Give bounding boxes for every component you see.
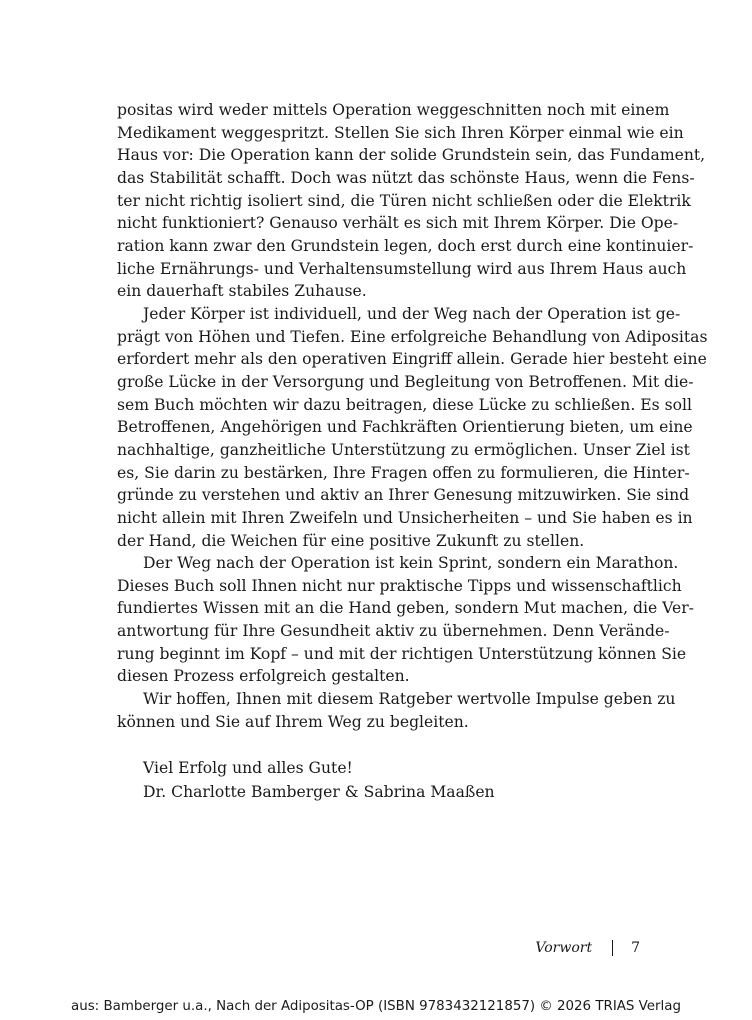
text-line: diesen Prozess erfolgreich gestalten. — [117, 667, 410, 686]
text-line: es, Sie darin zu bestärken, Ihre Fragen offen zu formulieren, die Hinter- — [117, 463, 690, 482]
source-citation: aus: Bamberger u.a., Nach der Adipositas-OP (ISBN 9783432121857) © 2026 TRIAS Verlag — [71, 999, 681, 1014]
text-line: Jeder Körper ist individuell, und der Weg nach der Operation ist ge- — [143, 305, 681, 323]
text-line: nicht allein mit Ihren Zweifeln und Unsicherheiten – und Sie haben es in — [117, 508, 693, 527]
text-line: fundiertes Wissen mit an die Hand geben, sondern Mut machen, die Ver- — [117, 599, 694, 618]
page-number: 7 — [631, 940, 640, 956]
footer-divider — [612, 940, 613, 956]
text-line: ein dauerhaft stabiles Zuhause. — [117, 282, 367, 301]
text-line: Dieses Buch soll Ihnen nicht nur praktische Tipps und wissenschaftlich — [117, 576, 682, 595]
text-line: gründe zu verstehen und aktiv an Ihrer Genesung mitzuwirken. Sie sind — [117, 486, 690, 505]
text-line: antwortung für Ihre Gesundheit aktiv zu übernehmen. Denn Verände- — [117, 621, 670, 640]
text-line: erfordert mehr als den operativen Eingriff allein. Gerade hier besteht eine — [117, 350, 707, 369]
closing — [143, 756, 495, 804]
paragraph-1 — [117, 99, 706, 303]
greeting: Viel Erfolg und alles Gute! — [143, 759, 353, 777]
text-line: liche Ernährungs- und Verhaltensumstellung wird aus Ihrem Haus auch — [117, 259, 687, 278]
text-line: nicht funktioniert? Genauso verhält es sich mit Ihrem Körper. Die Ope- — [117, 214, 679, 233]
signature: Dr. Charlotte Bamberger & Sabrina Maaßen — [143, 783, 495, 801]
text-line: Medikament weggespritzt. Stellen Sie sich Ihren Körper einmal wie ein — [117, 123, 684, 142]
text-line: positas wird weder mittels Operation weggeschnitten noch mit einem — [117, 101, 670, 119]
section-name: Vorwort — [535, 940, 593, 956]
text-line: Wir hoffen, Ihnen mit diesem Ratgeber wertvolle Impulse geben zu — [143, 690, 676, 708]
paragraph-2 — [117, 303, 708, 552]
text-line: der Hand, die Weichen für eine positive Zukunft zu stellen. — [117, 531, 585, 550]
text-line: große Lücke in der Versorgung und Begleitung von Betroffenen. Mit die- — [117, 372, 694, 391]
text-line: Der Weg nach der Operation ist kein Sprint, sondern ein Marathon. — [143, 554, 679, 572]
text-line: prägt von Höhen und Tiefen. Eine erfolgreiche Behandlung von Adipositas — [117, 327, 708, 346]
text-line: Haus vor: Die Operation kann der solide Grundstein sein, das Fundament, — [117, 146, 706, 165]
text-line: können und Sie auf Ihrem Weg zu begleiten. — [117, 712, 469, 731]
text-line: rung beginnt im Kopf – und mit der richtigen Unterstützung können Sie — [117, 644, 687, 663]
page-footer — [535, 940, 640, 956]
paragraph-3 — [117, 552, 694, 688]
text-line: nachhaltige, ganzheitliche Unterstützung zu ermöglichen. Unser Ziel ist — [117, 440, 690, 459]
text-line: ter nicht richtig isoliert sind, die Türen nicht schließen oder die Elektrik — [117, 191, 691, 210]
text-line: ration kann zwar den Grundstein legen, doch erst durch eine kontinuier- — [117, 236, 694, 255]
text-line: Betroffenen, Angehörigen und Fachkräften Orientierung bieten, um eine — [117, 418, 693, 437]
text-line: das Stabilität schafft. Doch was nützt das schönste Haus, wenn die Fens- — [117, 168, 695, 187]
paragraph-4 — [117, 688, 676, 733]
text-line: sem Buch möchten wir dazu beitragen, diese Lücke zu schließen. Es soll — [117, 395, 692, 414]
